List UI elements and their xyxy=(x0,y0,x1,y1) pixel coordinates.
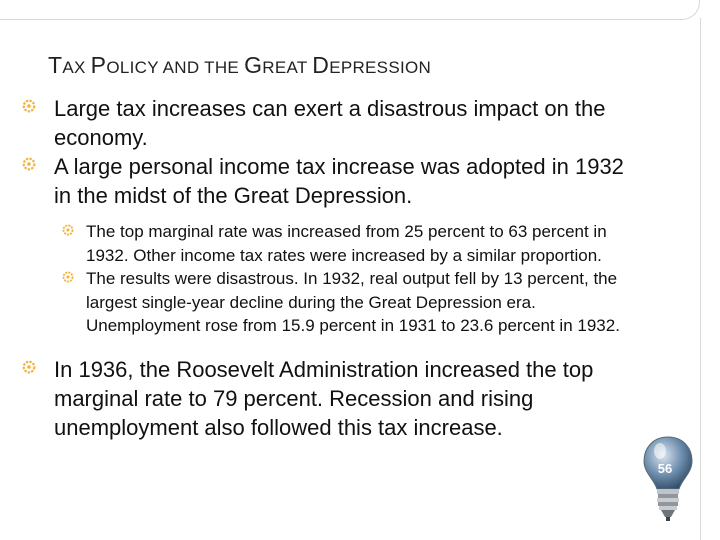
gear-bullet-icon xyxy=(22,360,36,374)
bullet-item xyxy=(22,355,642,442)
title-part: AX xyxy=(62,58,91,77)
bullet-text: In 1936, the Roosevelt Administration increased the top marginal rate to 79 percent. Recession and rising unemployment also followed this tax increase. xyxy=(54,356,594,440)
title-part: D xyxy=(312,52,330,78)
bullet-text: Large tax increases can exert a disastrous impact on the economy. xyxy=(54,96,606,150)
title-part: EPRESSION xyxy=(329,58,432,77)
sub-bullet-text: The top marginal rate was increased from 25 percent to 63 percent in 1932. Other income tax rates were increased by a similar proportion. xyxy=(86,222,607,265)
gear-bullet-icon xyxy=(62,271,74,283)
title-part: G xyxy=(244,52,263,78)
title-part: OLICY AND THE xyxy=(106,58,245,77)
bullet-text: A large personal income tax increase was adopted in 1932 in the midst of the Great Depression. xyxy=(54,154,624,208)
slide-title xyxy=(48,52,431,79)
title-part: T xyxy=(48,52,63,78)
sub-bullet-item xyxy=(22,220,642,267)
sub-bullet-text: The results were disastrous. In 1932, real output fell by 13 percent, the largest single-year decline during the Great Depression era. Unemployment rose from 15.9 percent in 1931 to 23.6 percent in 1932. xyxy=(86,269,620,335)
slide-frame-right xyxy=(700,18,720,540)
gear-bullet-icon xyxy=(22,157,36,171)
title-part: REAT xyxy=(262,58,313,77)
page-number: 56 xyxy=(657,461,673,476)
lightbulb-icon xyxy=(640,433,696,525)
bullet-item xyxy=(22,152,642,210)
title-part: P xyxy=(90,52,107,78)
gear-bullet-icon xyxy=(62,224,74,236)
slide-frame-top xyxy=(0,0,700,20)
bullet-list xyxy=(22,94,642,442)
sub-bullet-item xyxy=(22,267,642,338)
bullet-item xyxy=(22,94,642,152)
gear-bullet-icon xyxy=(22,99,36,113)
